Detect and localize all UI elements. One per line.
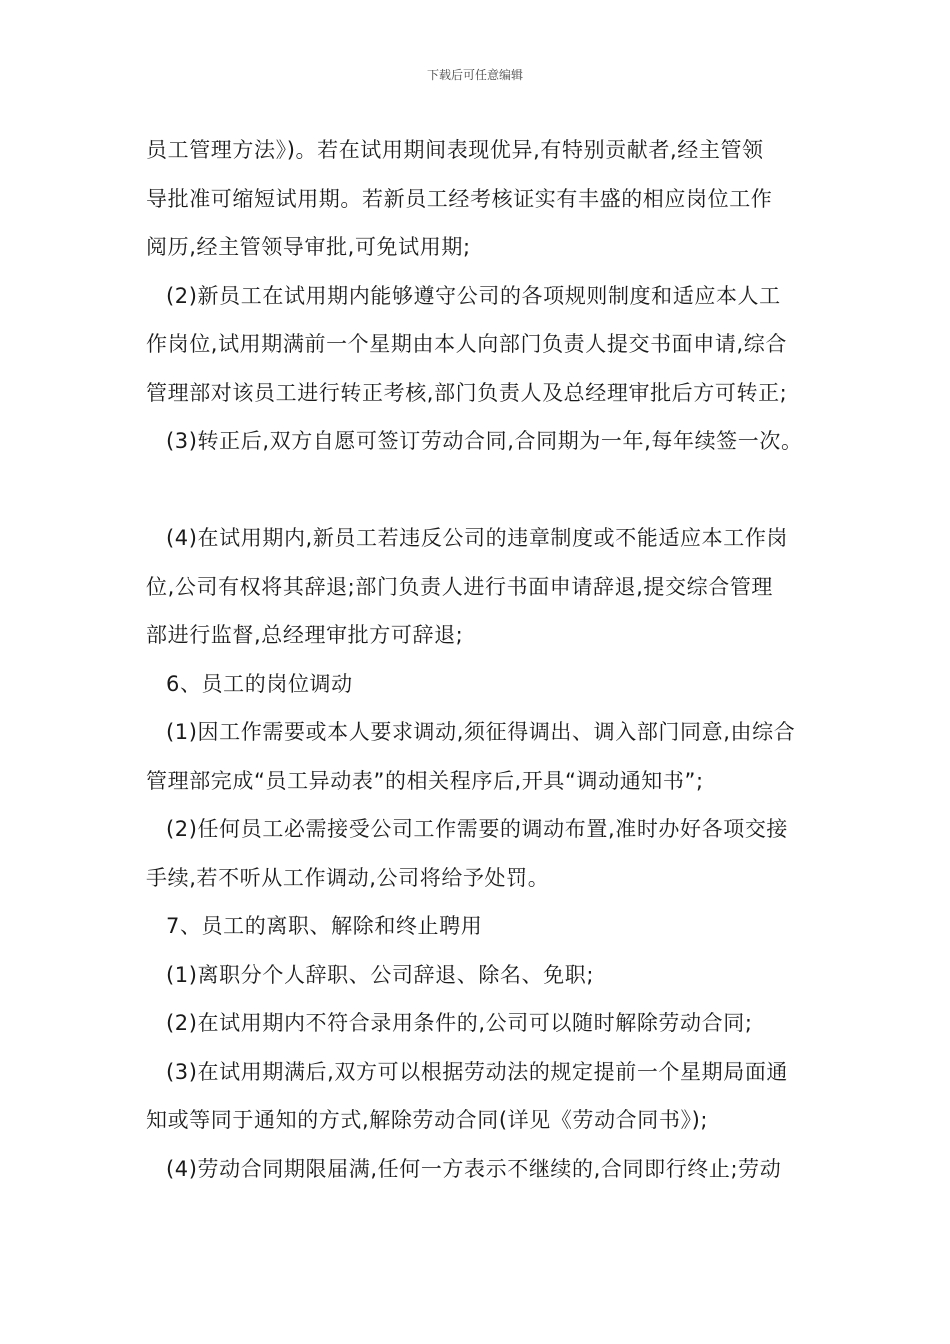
- text-line: 手续,若不听从工作调动,公司将给予处罚。: [146, 865, 550, 890]
- text-line: (4)在试用期内,新员工若违反公司的违章制度或不能适应本工作岗: [166, 526, 789, 550]
- text-line: (4)劳动合同期限届满,任何一方表示不继续的,合同即行终止;劳动: [166, 1156, 782, 1181]
- paragraph-gap: [146, 466, 826, 515]
- text-line: (3)在试用期满后,双方可以根据劳动法的规定提前一个星期局面通: [166, 1059, 789, 1084]
- text-line: 员工管理方法》)。若在试用期间表现优异,有特别贡献者,经主管领: [146, 138, 764, 162]
- text-line: 部进行监督,总经理审批方可辞退;: [146, 623, 464, 647]
- section-heading: 7、员工的离职、解除和终止聘用: [166, 914, 483, 938]
- document-body: [146, 126, 826, 1193]
- text-line: 管理部完成“员工异动表”的相关程序后,开具“调动通知书”;: [146, 768, 704, 793]
- text-line: 位,公司有权将其辞退;部门负责人进行书面申请辞退,提交综合管理: [146, 574, 774, 599]
- text-line: (1)因工作需要或本人要求调动,须征得调出、调入部门同意,由综合: [166, 720, 796, 744]
- text-line: (2)任何员工必需接受公司工作需要的调动布置,准时办好各项交接: [166, 817, 789, 841]
- text-line: (1)离职分个人辞职、公司辞退、除名、免职;: [166, 962, 595, 987]
- text-line: 知或等同于通知的方式,解除劳动合同(详见《劳动合同书》);: [146, 1108, 709, 1132]
- text-line: (2)新员工在试用期内能够遵守公司的各项规则制度和适应本人工: [166, 283, 781, 308]
- text-line: 管理部对该员工进行转正考核,部门负责人及总经理审批后方可转正;: [146, 380, 788, 405]
- text-line: (2)在试用期内不符合录用条件的,公司可以随时解除劳动合同;: [166, 1011, 753, 1035]
- page-header-note: 下载后可任意编辑: [426, 68, 523, 82]
- text-line: 导批准可缩短试用期。若新员工经考核证实有丰盛的相应岗位工作: [146, 186, 773, 211]
- text-line: 阅历,经主管领导审批,可免试用期;: [146, 235, 471, 259]
- section-heading: 6、员工的岗位调动: [166, 671, 353, 696]
- text-line: 作岗位,试用期满前一个星期由本人向部门负责人提交书面申请,综合: [146, 332, 787, 356]
- text-line: (3)转正后,双方自愿可签订劳动合同,合同期为一年,每年续签一次。: [166, 429, 803, 453]
